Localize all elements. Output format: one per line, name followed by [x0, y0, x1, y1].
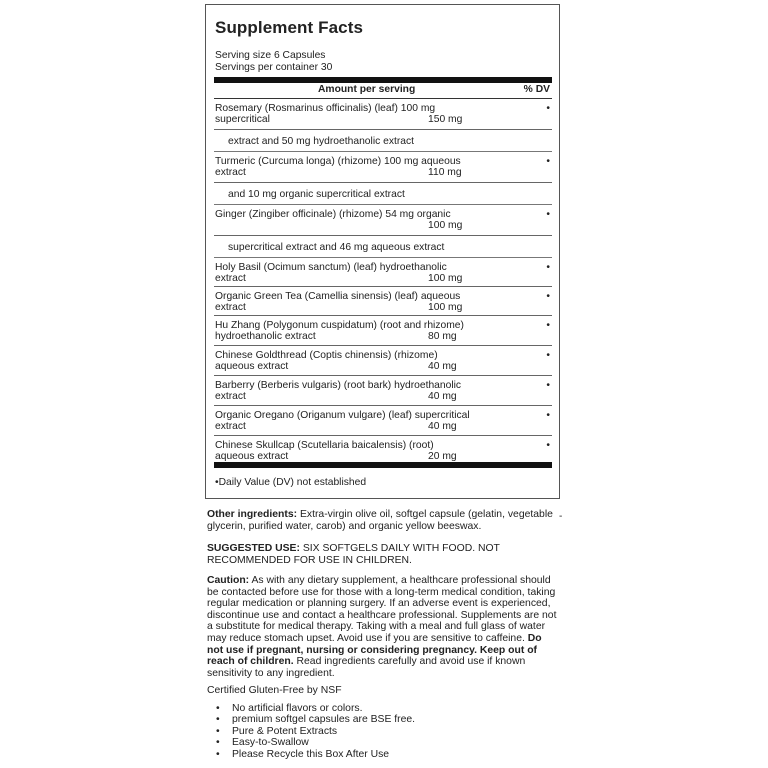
- top-rule: [214, 77, 552, 83]
- ingredient-detail: extract: [215, 167, 246, 178]
- ingredient-amount: 80 mg: [428, 331, 457, 342]
- ingredient-detail: extract: [215, 421, 246, 432]
- dv-footnote: •Daily Value (DV) not established: [215, 477, 367, 488]
- ingredient-continuation: supercritical extract and 46 mg aqueous extract: [228, 242, 445, 253]
- caution-tail: Read ingredients carefully and avoid use if known sensitivity to any ingredient.: [207, 656, 526, 679]
- ingredient-detail: extract: [215, 391, 246, 402]
- ingredient-name: Barberry (Berberis vulgaris) (root bark) hydroethanolic: [215, 380, 462, 391]
- suggested-use-label: SUGGESTED USE:: [207, 543, 300, 554]
- ingredient-name: Ginger (Zingiber officinale) (rhizome) 54 mg organic: [215, 209, 451, 220]
- ingredient-continuation: and 10 mg organic supercritical extract: [228, 189, 405, 200]
- table-subrow: [214, 183, 552, 205]
- ingredient-amount: 40 mg: [428, 421, 457, 432]
- ingredient-dv: •: [546, 350, 550, 361]
- ingredient-name: Chinese Goldthread (Coptis chinensis) (rhizome): [215, 350, 438, 361]
- header-dv: % DV: [523, 84, 550, 95]
- certified-gluten-free: Certified Gluten-Free by NSF: [207, 685, 342, 696]
- table-subrow: [214, 130, 552, 152]
- ingredient-detail: hydroethanolic extract: [215, 331, 316, 342]
- ingredient-detail: aqueous extract: [215, 361, 289, 372]
- header-amount: Amount per serving: [318, 84, 416, 95]
- list-item: • Pure & Potent Extracts: [232, 726, 415, 737]
- ingredient-amount: 100 mg: [428, 220, 463, 231]
- caution-text: As with any dietary supplement, a healthcare professional should be contacted before use for those with a long-term medical condition, taking regular medication or planning surgery. If an adverse event is experienced, discontinue use and contact a healthcare professional. Supplements are not a substitute for medical therapy. Taking with a meal and full glass of water may reduce stomach upset. Avoid use if you are sensitive to caffeine.: [207, 575, 557, 644]
- table-row: [214, 258, 552, 287]
- ingredient-amount: 150 mg: [428, 114, 463, 125]
- caution: [207, 575, 559, 679]
- table-row: [214, 287, 552, 316]
- servings-per-container: Servings per container 30: [215, 62, 333, 73]
- ingredient-dv: •: [546, 291, 550, 302]
- ingredient-dv: •: [546, 103, 550, 114]
- ingredient-detail: aqueous extract: [215, 451, 289, 462]
- table-row: [214, 152, 552, 183]
- ingredient-amount: 40 mg: [428, 361, 457, 372]
- facts-title: Supplement Facts: [215, 18, 364, 37]
- ingredient-continuation: extract and 50 mg hydroethanolic extract: [228, 136, 415, 147]
- caution-warning: Do not use if pregnant, nursing or considering pregnancy. Keep out of reach of children.: [207, 632, 542, 668]
- suggested-use-text: SIX SOFTGELS DAILY WITH FOOD. NOT RECOMMENDED FOR USE IN CHILDREN.: [207, 543, 500, 566]
- other-ingredients: [207, 509, 559, 532]
- ingredient-amount: 20 mg: [428, 451, 457, 462]
- ingredient-amount: 40 mg: [428, 391, 457, 402]
- caution-label: Caution:: [207, 575, 250, 586]
- list-item: • premium softgel capsules are BSE free.: [232, 714, 415, 725]
- list-item: • Easy-to-Swallow: [232, 737, 415, 748]
- ingredient-detail: extract: [215, 302, 246, 313]
- ingredient-name: Organic Oregano (Origanum vulgare) (leaf) supercritical: [215, 410, 470, 421]
- supplement-facts-panel: [205, 4, 560, 499]
- ingredient-dv: •: [546, 262, 550, 273]
- table-subrow: [214, 236, 552, 258]
- table-row: [214, 406, 552, 436]
- ingredient-name: Holy Basil (Ocimum sanctum) (leaf) hydroethanolic: [215, 262, 447, 273]
- table-row: [214, 205, 552, 236]
- table-row: [214, 376, 552, 406]
- ingredient-name: Chinese Skullcap (Scutellaria baicalensis) (root): [215, 440, 434, 451]
- table-row: [214, 99, 552, 130]
- list-item: • No artificial flavors or colors.: [232, 703, 415, 714]
- suggested-use: [207, 543, 559, 566]
- ingredient-dv: •: [546, 209, 550, 220]
- serving-size: Serving size 6 Capsules: [215, 50, 326, 61]
- ingredient-amount: 100 mg: [428, 273, 463, 284]
- ingredient-name: Rosemary (Rosmarinus officinalis) (leaf) 100 mg: [215, 103, 436, 114]
- stray-dash: -: [559, 511, 563, 522]
- serving-info: [215, 50, 332, 74]
- bottom-rule: [214, 462, 552, 468]
- other-ingredients-label: Other ingredients:: [207, 509, 298, 520]
- ingredient-name: Organic Green Tea (Camellia sinensis) (leaf) aqueous: [215, 291, 461, 302]
- list-item: • Please Recycle this Box After Use: [232, 749, 415, 760]
- ingredient-amount: 100 mg: [428, 302, 463, 313]
- ingredient-amount: 110 mg: [428, 167, 462, 178]
- ingredient-name: Turmeric (Curcuma longa) (rhizome) 100 mg aqueous: [215, 156, 461, 167]
- ingredient-dv: •: [546, 156, 550, 167]
- ingredient-detail: extract: [215, 273, 246, 284]
- table-row: [214, 316, 552, 346]
- table-row: [214, 436, 552, 462]
- ingredient-dv: •: [546, 410, 550, 421]
- ingredient-dv: •: [546, 320, 550, 331]
- other-ingredients-text: Extra-virgin olive oil, softgel capsule (gelatin, vegetable glycerin, purified water, carob) and organic yellow beeswax.: [207, 509, 553, 532]
- ingredient-name: Hu Zhang (Polygonum cuspidatum) (root and rhizome): [215, 320, 464, 331]
- table-row: [214, 346, 552, 376]
- ingredient-dv: •: [546, 380, 550, 391]
- ingredient-detail: supercritical: [215, 114, 270, 125]
- ingredient-dv: •: [546, 440, 550, 451]
- feature-list: [207, 703, 415, 760]
